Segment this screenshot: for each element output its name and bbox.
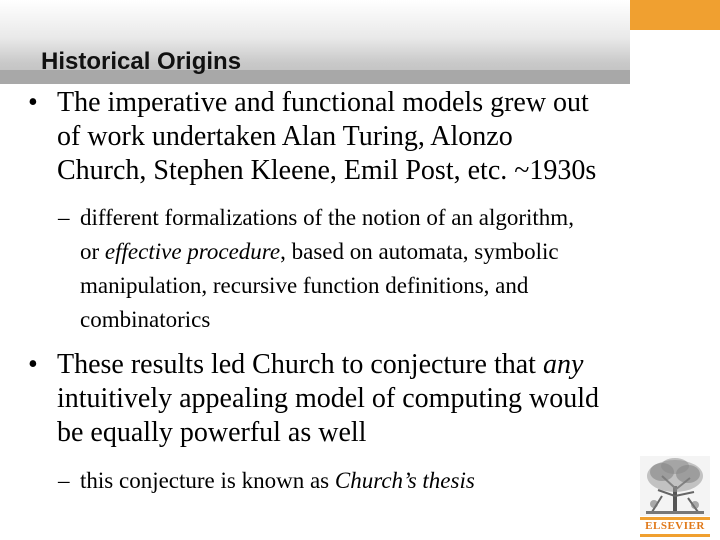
bullet-1 bbox=[28, 86, 708, 188]
bullet-1-line-2: of work undertaken Alan Turing, Alonzo bbox=[57, 121, 513, 152]
dash-symbol: – bbox=[58, 205, 70, 230]
sub-bullet-2 bbox=[58, 464, 638, 498]
accent-block bbox=[630, 0, 720, 30]
sub-bullet-2-line-1 bbox=[80, 464, 638, 498]
sub-bullet-2-line-1-pre: this conjecture is known as bbox=[80, 468, 335, 493]
sub-bullet-1-line-3: manipulation, recursive function definitions, and bbox=[80, 273, 529, 298]
bullet-symbol: • bbox=[28, 87, 38, 118]
bullet-2-line-2: intuitively appealing model of computing would bbox=[57, 383, 600, 414]
bullet-2-line-1 bbox=[57, 348, 708, 382]
bullet-2 bbox=[28, 348, 708, 450]
emphasis-churchs-thesis: Church’s thesis bbox=[334, 468, 475, 493]
dash-symbol: – bbox=[58, 468, 70, 493]
elsevier-tree-icon bbox=[640, 456, 710, 516]
bullet-2-line-1-pre: These results led Church to conjecture that bbox=[57, 349, 543, 380]
sub-bullet-1-line-4: combinatorics bbox=[80, 307, 211, 332]
emphasis-effective-procedure: effective procedure bbox=[104, 239, 281, 264]
bullet-1-line-3: Church, Stephen Kleene, Emil Post, etc. ~1930s bbox=[57, 155, 597, 186]
sub-bullet-1-line-2-post: , based on automata, symbolic bbox=[280, 239, 559, 264]
elsevier-wordmark: ELSEVIER bbox=[645, 520, 705, 532]
logo-bar-bottom bbox=[640, 534, 710, 537]
emphasis-any: any bbox=[542, 349, 584, 380]
sub-bullet-1-line-2 bbox=[80, 235, 708, 269]
sub-bullet-1-line-1: different formalizations of the notion of an algorithm, bbox=[80, 205, 574, 230]
sub-bullet-1 bbox=[58, 201, 708, 337]
bullet-2-line-3: be equally powerful as well bbox=[57, 417, 367, 448]
elsevier-logo bbox=[640, 456, 710, 538]
accent-strip bbox=[630, 30, 720, 70]
bullet-symbol: • bbox=[28, 349, 38, 380]
sub-bullet-1-line-2-pre: or bbox=[80, 239, 105, 264]
slide-title: Historical Origins bbox=[41, 48, 242, 75]
bullet-1-line-1: The imperative and functional models grew out bbox=[57, 87, 589, 118]
